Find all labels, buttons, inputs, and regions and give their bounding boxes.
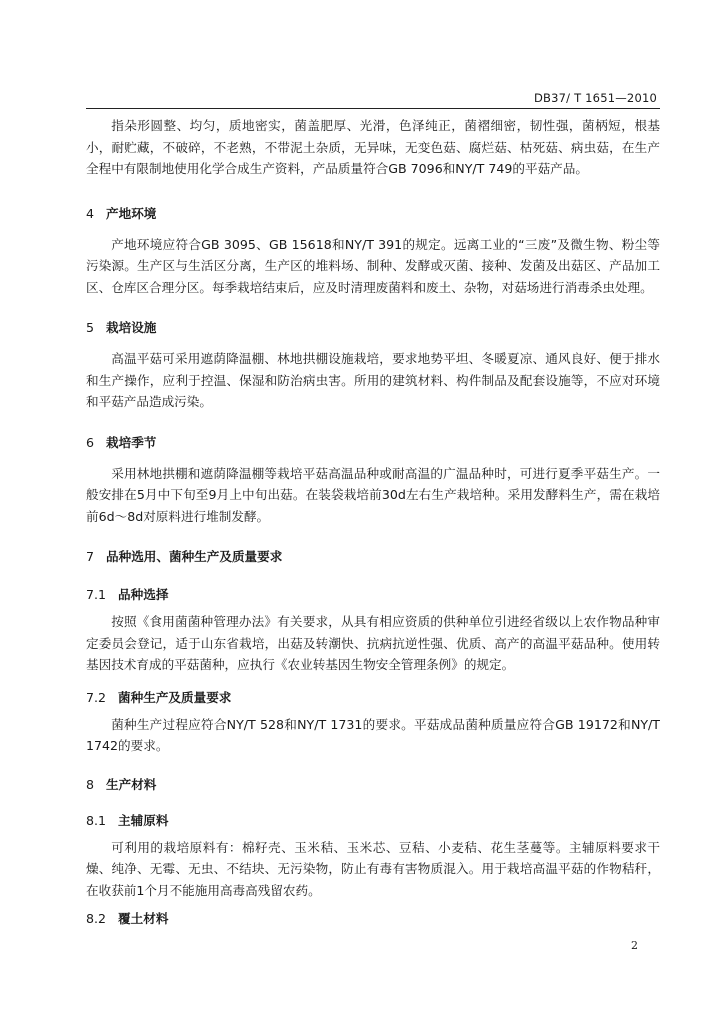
- document-body: [86, 113, 660, 929]
- section-title: 覆土材料: [118, 911, 169, 926]
- section-title: 栽培设施: [106, 320, 157, 335]
- paragraph-spawn: 菌种生产过程应符合NY/T 528和NY/T 1731的要求。平菇成品菌种质量应符合GB 19172和NY/T 1742的要求。: [86, 716, 660, 753]
- section-number: 8.1: [86, 812, 107, 828]
- section-title: 品种选用、菌种生产及质量要求: [106, 549, 283, 564]
- section-number: 7.2: [86, 689, 107, 705]
- paragraph-materials: 可利用的栽培原料有：棉籽壳、玉米秸、玉米芯、豆秸、小麦秸、花生茎蔓等。主辅原料要求干燥、纯净、无霉、无虫、不结块、无污染物，防止有毒有害物质混入。用于栽培高温平菇的作物秸秆，在收获前1个月不能施用高毒高残留农药。: [86, 839, 660, 898]
- section-heading-5: [86, 318, 660, 338]
- section-title: 生产材料: [106, 776, 157, 792]
- section-heading-7-1: [86, 585, 660, 605]
- section-number: 8: [86, 776, 95, 792]
- section-number: 7.1: [86, 587, 107, 602]
- section-heading-6: [86, 433, 660, 453]
- section-heading-8: [86, 775, 660, 795]
- section-title: 主辅原料: [118, 812, 169, 828]
- header-rule: [86, 108, 660, 109]
- section-title: 产地环境: [106, 205, 157, 221]
- section-heading-8-1: [86, 811, 660, 831]
- section-heading-7: [86, 547, 660, 567]
- section-title: 栽培季节: [106, 434, 157, 450]
- section-heading-7-2: [86, 688, 660, 708]
- paragraph-facilities: 高温平菇可采用遮荫降温棚、林地拱棚设施栽培，要求地势平坦、冬暖夏凉、通风良好、便于排水和生产操作，应利于控温、保湿和防治病虫害。所用的建筑材料、构件制品及配套设施等，不应对环境和平菇产品造成污染。: [86, 351, 660, 409]
- section-number: 8.2: [86, 911, 107, 926]
- paragraph-variety: 按照《食用菌菌种管理办法》有关要求，从具有相应资质的供种单位引进经省级以上农作物品种审定委员会登记，适于山东省栽培，出菇及转潮快、抗病抗逆性强、优质、高产的高温平菇品种。使用转基因技术育成的平菇菌种，应执行《农业转基因生物安全管理条例》的规定。: [86, 614, 660, 672]
- page-number: 2: [631, 939, 638, 952]
- section-number: 5: [86, 320, 95, 335]
- section-number: 4: [86, 205, 95, 221]
- paragraph-environment: 产地环境应符合GB 3095、GB 15618和NY/T 391的规定。远离工业的“三废”及微生物、粉尘等污染源。生产区与生活区分离，生产区的堆料场、制种、发酵或灭菌、接种、发菌及出菇区、产品加工区、仓库区合理分区。每季栽培结束后，应及时清理废菌料和废土、杂物，对菇场进行消毒杀虫处理。: [86, 236, 660, 295]
- section-title: 菌种生产及质量要求: [118, 689, 232, 705]
- standard-id: DB37/ T 1651—2010: [533, 91, 657, 105]
- section-number: 7: [86, 549, 95, 564]
- section-title: 品种选择: [118, 587, 169, 602]
- section-heading-8-2: [86, 909, 660, 929]
- paragraph-definition: 指朵形圆整、均匀，质地密实，菌盖肥厚、光滑，色泽纯正，菌褶细密，韧性强，菌柄短，根基小，耐贮藏，不破碎，不老熟，不带泥土杂质，无异味，无变色菇、腐烂菇、枯死菇、病虫菇，在生产全程中有限制地使用化学合成生产资料，产品质量符合GB 7096和NY/T 749的平菇产品。: [86, 118, 660, 176]
- paragraph-season: 采用林地拱棚和遮荫降温棚等栽培平菇高温品种或耐高温的广温品种时，可进行夏季平菇生产。一般安排在5月中下旬至9月上中旬出菇。在装袋栽培前30d左右生产栽培种。采用发酵料生产，需在栽培前6d～8d对原料进行堆制发酵。: [86, 465, 660, 524]
- section-heading-4: [86, 204, 660, 224]
- section-number: 6: [86, 434, 95, 450]
